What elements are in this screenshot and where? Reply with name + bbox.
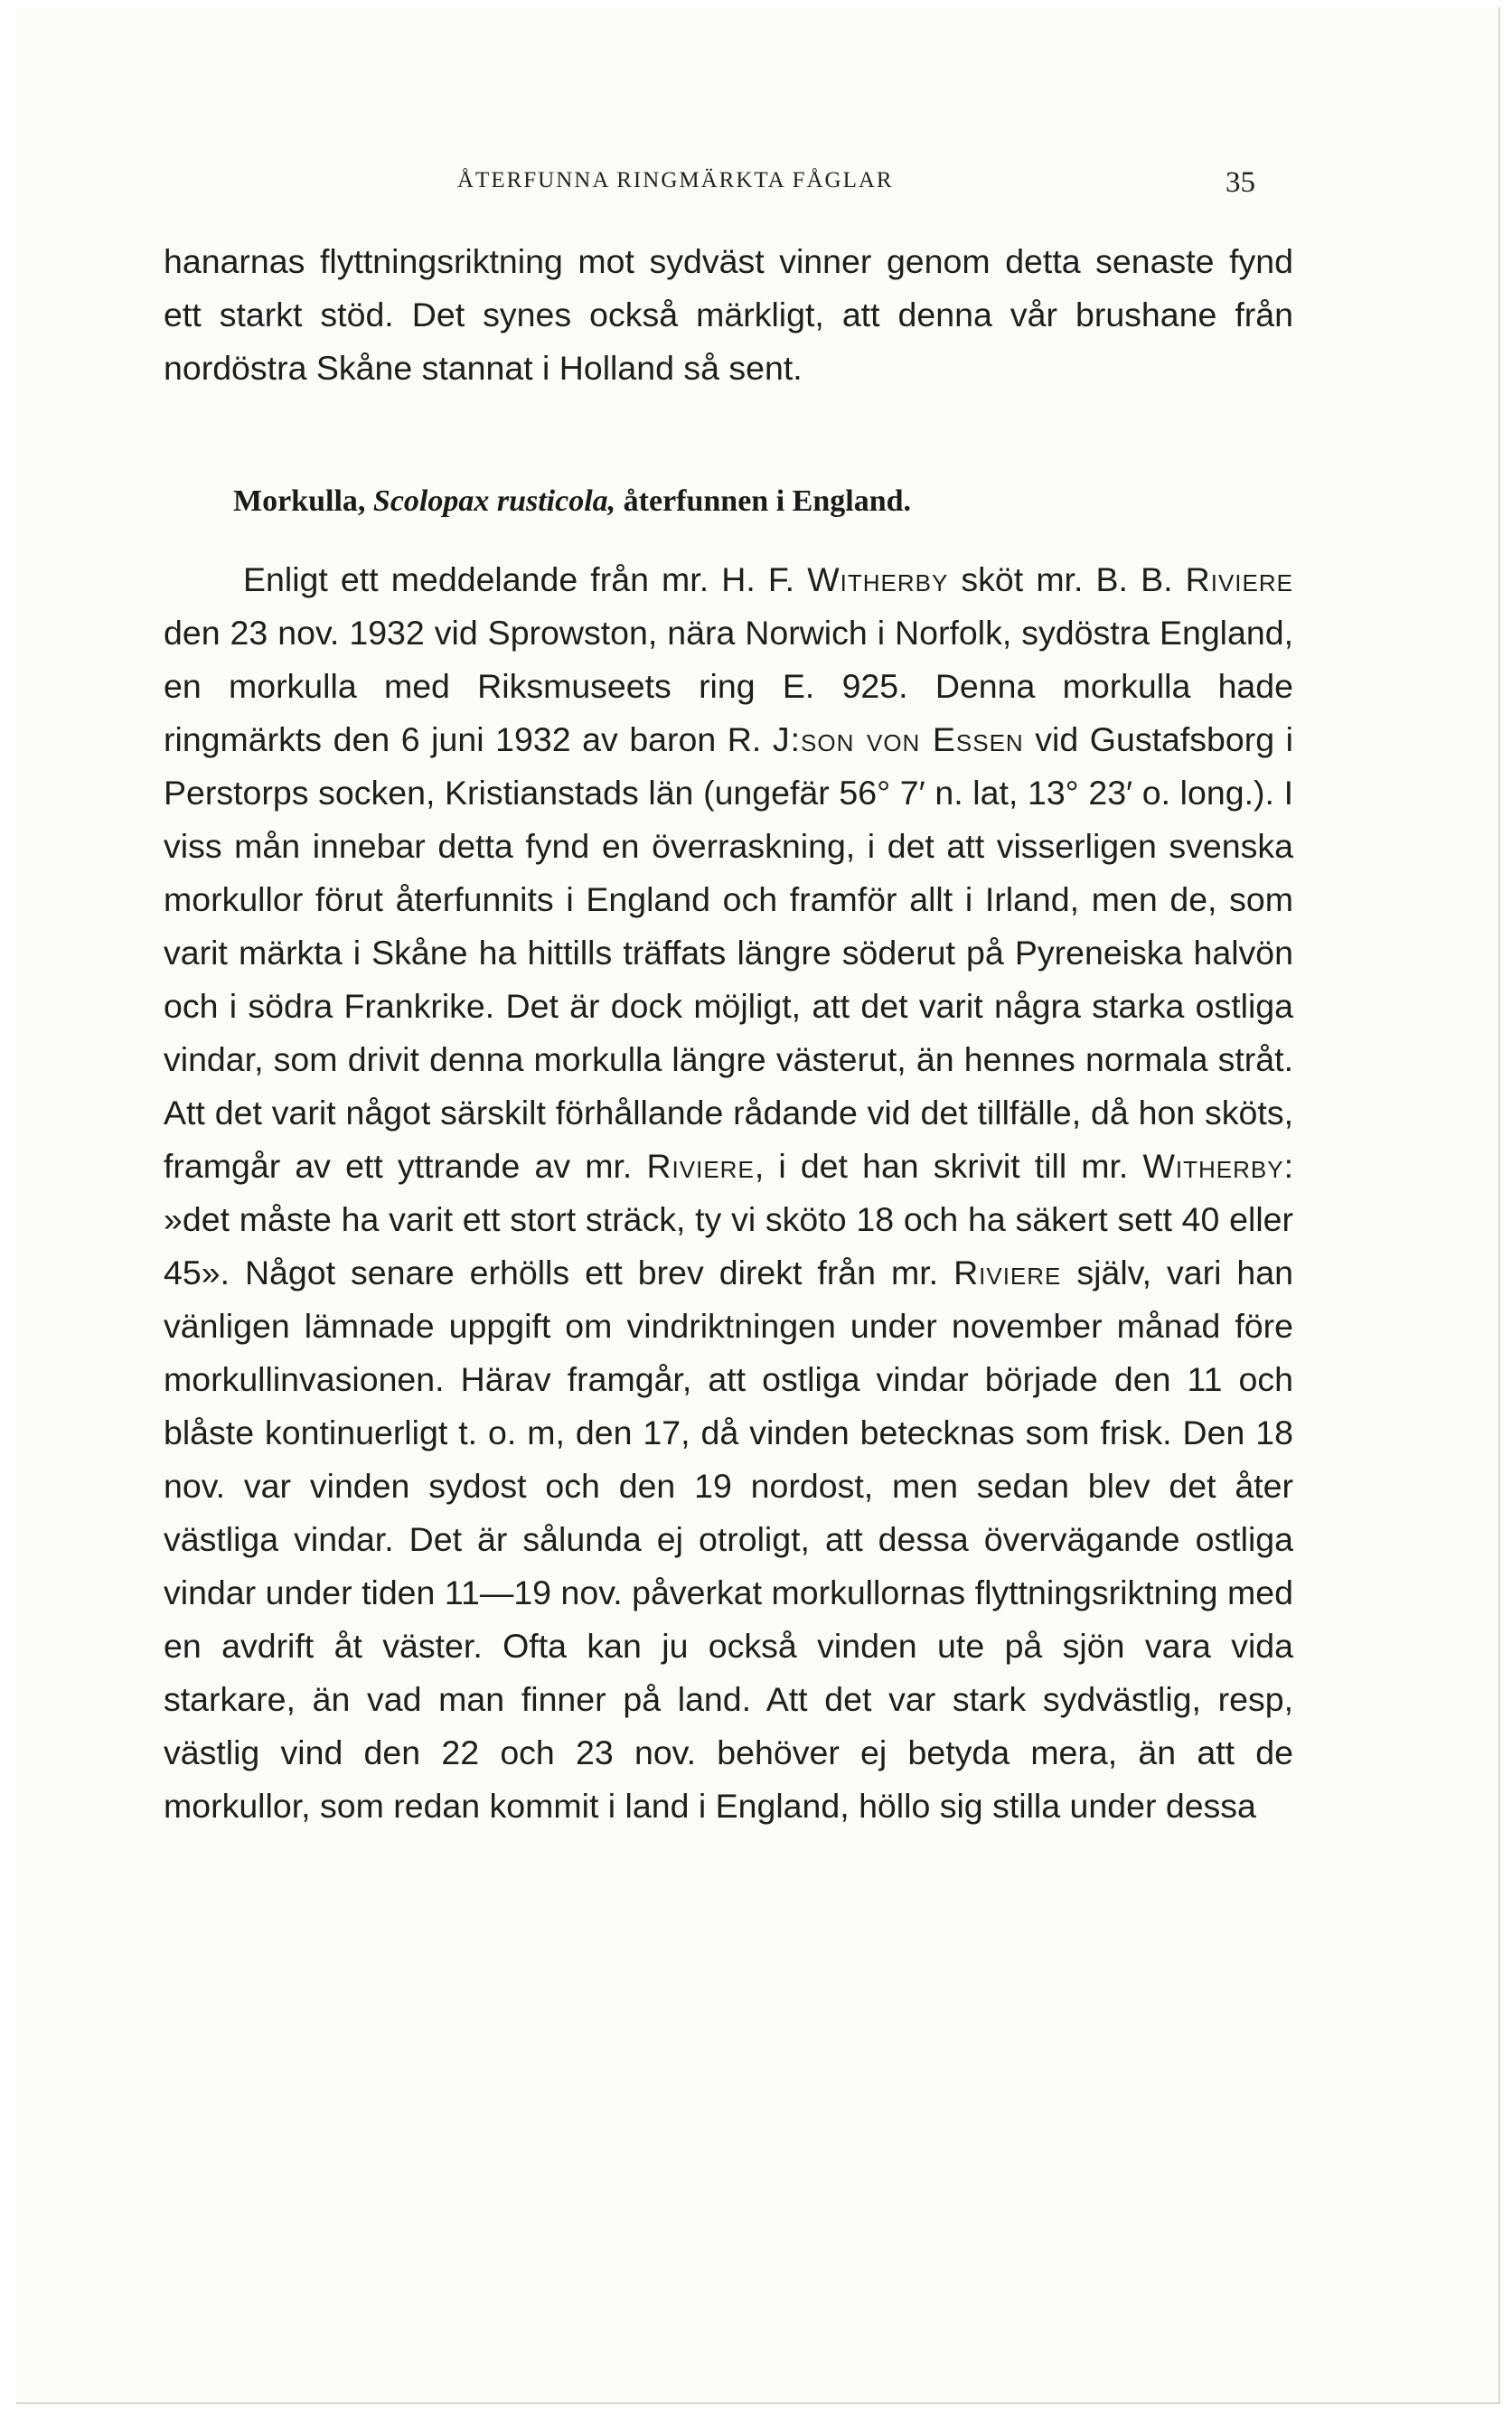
- author-name: Riviere: [953, 1254, 1062, 1292]
- heading-common-name: Morkulla,: [233, 484, 373, 518]
- text-run: Enligt ett meddelande från mr. H. F.: [243, 560, 808, 598]
- heading-species-name: Scolopax rusticola,: [372, 484, 616, 518]
- text-run: : »det måste ha varit ett stort sträck, ty vi sköto 18 och ha säkert sett 40 eller 45». Något senare erhölls ett brev direkt från mr.: [164, 1147, 1293, 1292]
- text-run: , i det han skrivit till mr.: [754, 1147, 1143, 1185]
- paragraph-brushane: hanarnas flyttningsriktning mot sydväst vinner genom detta senaste fynd ett starkt stöd. Det synes också märkligt, att denna vår brushane från nordöstra Skåne stannat i Holland så sent.: [164, 242, 1293, 387]
- author-name: Riviere: [646, 1147, 755, 1185]
- document-page: [16, 7, 1500, 2404]
- author-name: Witherby: [1142, 1147, 1284, 1185]
- text-run: vid Gustafsborg i Perstorps socken, Kristianstads län (ungefär 56° 7′ n. lat, 13° 23′ o. long.). I viss mån innebar detta fynd en överraskning, i det att visserligen svenska morkullor förut återfunnits i England och framför allt i Irland, men de, som varit märkta i Skåne ha hittills träffats längre söderut på Pyreneiska halvön och i södra Frankrike. Det är dock möjligt, att det varit några starka ostliga vindar, som drivit denna morkulla längre västerut, än hennes normala stråt. Att det varit något särskilt förhållande rådande vid det tillfälle, då hon sköts, framgår av ett yttrande av mr.: [164, 720, 1293, 1185]
- running-header: [16, 168, 1498, 204]
- page-number: 35: [1226, 166, 1255, 199]
- text-run: själv, vari han vänligen lämnade uppgift om vindriktningen under november månad före morkullinvasionen. Härav framgår, att ostliga vindar började den 11 och blåste kontinuerligt t. o. m, den 17, då vinden betecknas som frisk. Den 18 nov. var vinden sydost och den 19 nordost, men sedan blev det åter västliga vindar. Det är sålunda ej otroligt, att dessa övervägande ostliga vindar under tiden 11—19 nov. påverkat morkullornas flyttningsriktning med en avdrift åt väster. Ofta kan ju också vinden ute på sjön vara vida starkare, än vad man finner på land. Att det var stark sydvästlig, resp, västlig vind den 22 och 23 nov. behöver ej betyda mera, än att de morkullor, som redan kommit i land i England, höllo sig stilla under dessa: [164, 1254, 1293, 1825]
- text-run: sköt mr. B. B.: [948, 560, 1186, 598]
- author-name: Witherby: [807, 560, 949, 598]
- author-name: J:son von Essen: [772, 720, 1024, 758]
- section-heading-morkulla: [233, 484, 911, 519]
- heading-location: återfunnen i England.: [615, 484, 912, 518]
- author-name: Riviere: [1185, 560, 1293, 598]
- running-title: ÅTERFUNNA RINGMÄRKTA FÅGLAR: [457, 168, 894, 193]
- text-run: den 23 nov. 1932 vid Sprowston, nära Norwich i Norfolk, sydöstra England, en morkulla med Riksmuseets ring E. 925. Denna morkulla hade ringmärkts den 6 juni 1932 av baron R.: [164, 614, 1293, 758]
- paragraph-morkulla: [164, 553, 1293, 1833]
